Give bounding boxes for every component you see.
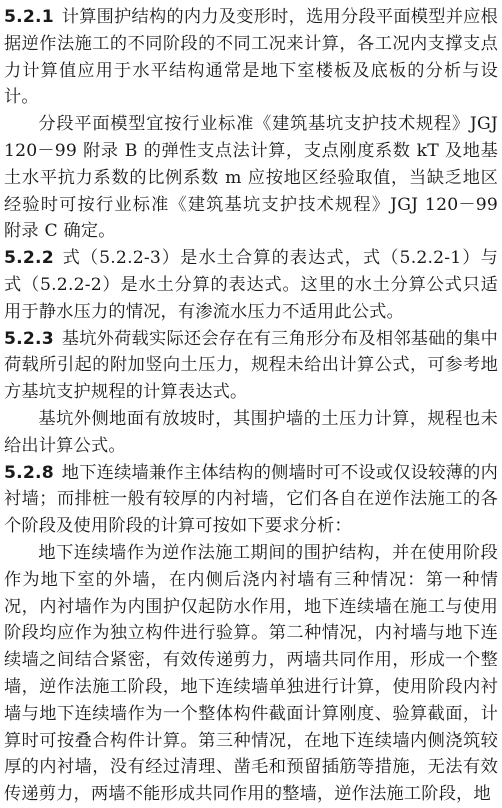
section-5-2-2-paragraph-1 <box>4 245 498 325</box>
section-number: 5.2.1 <box>4 7 54 27</box>
section-5-2-3-paragraph-1 <box>4 326 498 406</box>
section-5-2-3-paragraph-2: 基坑外侧地面有放坡时，其围护墙的土压力计算，规程也未给出计算公式。 <box>4 408 498 456</box>
paragraph-text: 基坑外荷载实际还会存在有三角形分布及相邻基础的集中荷载所引起的附加竖向土压力，规程未给出计算公式，可参考地方基坑支护规程的计算表达式。 <box>4 328 498 403</box>
section-5-2-8-paragraph-2: 地下连续墙作为逆作法施工期间的围护结构，并在使用阶段作为地下室的外墙，在内侧后浇内衬墙有三种情况：第一种情况，内衬墙作为内围护仅起防水作用，地下连续墙在施工与使用阶段均应作为独立构件进行验算。第二种情况，内衬墙与地下连续墙之间结合紧密，有效传递剪力，两墙共同作用，形成一个整墙，逆作法施工阶段，地下连续墙单独进行计算，使用阶段内衬墙与地下连续墙作为一个整体构件截面计算刚度、验算截面，计算时可按叠合构件计算。第三种情况，在地下连续墙内侧浇筑较厚的内衬墙，没有经过清理、凿毛和预留插筋等措施，无法有效传递剪力，两墙不能形成共同作用的整墙，逆作法施工阶段，地 <box>4 542 498 805</box>
section-5-2-1-paragraph-2: 分段平面模型宜按行业标准《建筑基坑支护技术规程》JGJ 120－99 附录 B 的弹性支点法计算，支点刚度系数 kT 及地基土水平抗力系数的比例系数 m 应按地区经验取值，当缺乏地区经验时可按行业标准《建筑基坑支护技术规程》JGJ 120－99 附录 C 确定。 <box>4 114 498 242</box>
paragraph-text: 式（5.2.2-3）是水土合算的表达式，式（5.2.2-1）与式（5.2.2-2）是水土分算的表达式。这里的水土分算公式只适用于静水压力的情况，有渗流水压力不适用此公式。 <box>4 248 498 322</box>
paragraph-text: 计算围护结构的内力及变形时，选用分段平面模型并应根据逆作法施工的不同阶段的不同工况来计算，各工况内支撑支点力计算值应用于水平结构通常是地下室楼板及底板的分析与设计。 <box>4 7 498 108</box>
paragraph-text: 地下连续墙兼作主体结构的侧墙时可不设或仅设较薄的内衬墙；而排桩一般有较厚的内衬墙，它们各自在逆作法施工的各个阶段及使用阶段的计算可按如下要求分析： <box>4 462 498 537</box>
section-number: 5.2.3 <box>4 328 54 349</box>
section-number: 5.2.8 <box>4 462 54 483</box>
section-number: 5.2.2 <box>4 248 54 269</box>
section-5-2-1-paragraph-1 <box>4 4 498 111</box>
section-5-2-8-paragraph-1 <box>4 460 498 540</box>
